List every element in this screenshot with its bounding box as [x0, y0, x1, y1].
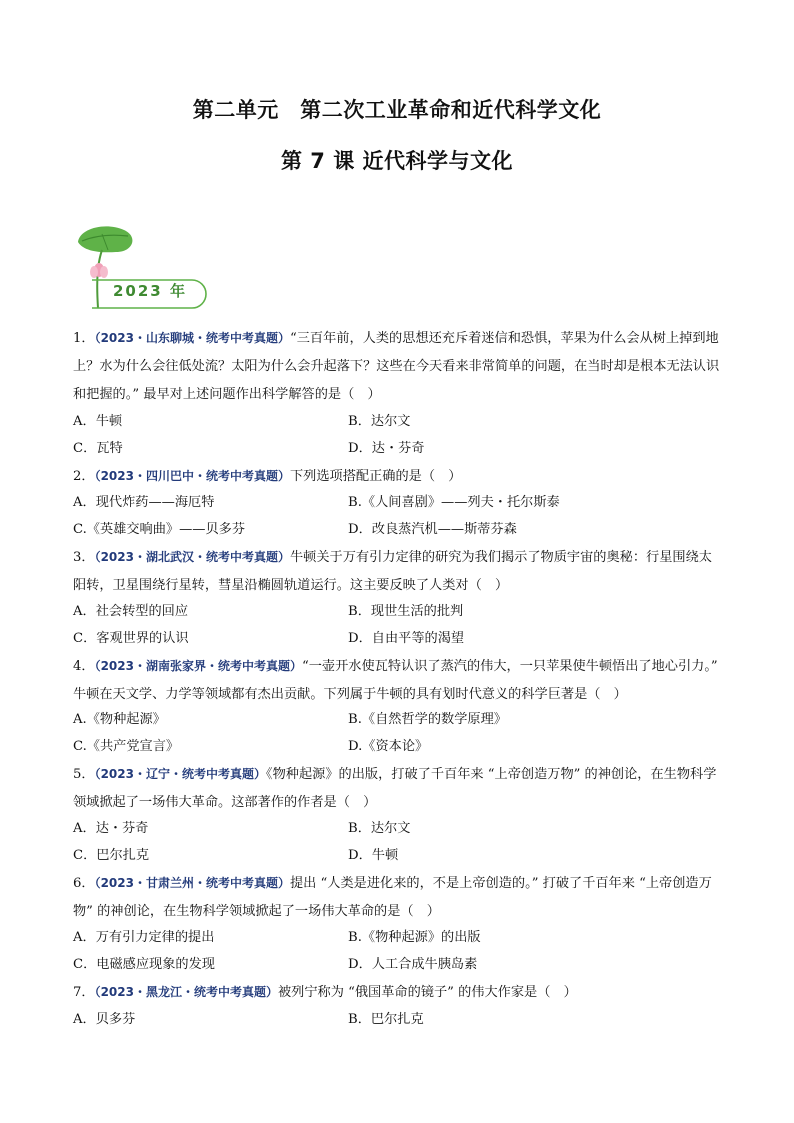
question-source: （2023・湖南张家界・统考中考真题）	[94, 659, 302, 673]
option-b[interactable]: B.《人间喜剧》——列夫・托尔斯泰	[348, 495, 560, 510]
option-b[interactable]: B．达尔文	[348, 821, 411, 836]
question-number: 5．	[73, 767, 95, 782]
question-number: 2．	[73, 469, 95, 484]
question-stem: “三百年前，人类的思想还充斥着迷信和恐惧，苹果为什么会从树上掉到地上？水为什么会往低处流？太阳为什么会升起落下？这些在今天看来非常简单的问题，在当时却是根本无法认识和把握的。” 最早对上述问题作出科学解答的是（ ）	[73, 331, 720, 402]
question-2	[73, 462, 723, 491]
option-a[interactable]: A．万有引力定律的提出	[73, 930, 215, 945]
option-d[interactable]: D．自由平等的渴望	[348, 631, 465, 646]
option-c[interactable]: C．巴尔扎克	[73, 848, 150, 863]
option-d[interactable]: D．牛顿	[348, 848, 399, 863]
option-a[interactable]: A．达・芬奇	[73, 821, 149, 836]
question-number: 3．	[73, 550, 95, 565]
question-source: （2023・山东聊城・统考中考真题）	[94, 331, 290, 345]
option-c[interactable]: C．客观世界的认识	[73, 631, 189, 646]
question-stem: 提出 “人类是进化来的，不是上帝创造的。” 打破了千百年来 “上帝创造万物” 的神创论，在生物科学领域掀起了一场伟大革命的是（ ）	[73, 876, 712, 919]
question-6	[73, 869, 723, 926]
question-stem: 被列宁称为 “俄国革命的镜子” 的伟大作家是（ ）	[277, 985, 577, 1000]
option-d[interactable]: D.《资本论》	[348, 739, 429, 754]
question-3	[73, 543, 723, 600]
question-number: 4．	[73, 659, 95, 674]
question-number: 7．	[73, 985, 95, 1000]
option-d[interactable]: D．达・芬奇	[348, 441, 425, 456]
option-a[interactable]: A．现代炸药——海厄特	[73, 495, 215, 510]
question-number: 1．	[73, 331, 95, 346]
question-1	[73, 324, 723, 409]
question-source: （2023・辽宁・统考中考真题）	[94, 767, 266, 781]
question-source: （2023・四川巴中・统考中考真题）	[94, 469, 290, 483]
option-c[interactable]: C．瓦特	[73, 441, 123, 456]
question-stem: “一壶开水使瓦特认识了蒸汽的伟大，一只苹果使牛顿悟出了地心引力。” 牛顿在天文学、力学等领域都有杰出贡献。下列属于牛顿的具有划时代意义的科学巨著是（ ）	[73, 659, 718, 702]
option-d[interactable]: D．改良蒸汽机——斯蒂芬森	[348, 522, 517, 537]
option-b[interactable]: B.《物种起源》的出版	[348, 930, 481, 945]
option-a[interactable]: A．牛顿	[73, 414, 123, 429]
question-source: （2023・湖北武汉・统考中考真题）	[94, 550, 290, 564]
option-a[interactable]: A．社会转型的回应	[73, 604, 189, 619]
unit-title: 第二单元 第二次工业革命和近代科学文化	[192, 98, 602, 122]
option-b[interactable]: B．现世生活的批判	[348, 604, 464, 619]
option-c[interactable]: C.《共产党宣言》	[73, 739, 180, 754]
question-number: 6．	[73, 876, 95, 891]
option-b[interactable]: B．达尔文	[348, 414, 411, 429]
question-4	[73, 652, 723, 709]
question-7	[73, 978, 723, 1007]
option-b[interactable]: B．巴尔扎克	[348, 1012, 424, 1027]
option-d[interactable]: D．人工合成牛胰岛素	[348, 957, 478, 972]
lesson-title: 第 7 课 近代科学与文化	[280, 149, 514, 173]
option-c[interactable]: C．电磁感应现象的发现	[73, 957, 215, 972]
option-b[interactable]: B.《自然哲学的数学原理》	[348, 712, 507, 727]
question-stem: 《物种起源》的出版，打破了千百年来 “上帝创造万物” 的神创论，在生物科学领域掀起了一场伟大革命。这部著作的作者是（ ）	[73, 767, 717, 810]
option-a[interactable]: A．贝多芬	[73, 1012, 136, 1027]
question-stem: 下列选项搭配正确的是（ ）	[289, 469, 462, 484]
option-c[interactable]: C.《英雄交响曲》——贝多芬	[73, 522, 246, 537]
question-source: （2023・黑龙江・统考中考真题）	[94, 985, 278, 999]
year-label: 2023 年	[113, 282, 187, 300]
question-5	[73, 760, 723, 817]
question-stem: 牛顿关于万有引力定律的研究为我们揭示了物质宇宙的奥秘：行星围绕太阳转，卫星围绕行星转，彗星沿椭圆轨道运行。这主要反映了人类对（ ）	[73, 550, 712, 593]
question-source: （2023・甘肃兰州・统考中考真题）	[94, 876, 290, 890]
year-badge	[72, 222, 212, 312]
option-a[interactable]: A.《物种起源》	[73, 712, 166, 727]
